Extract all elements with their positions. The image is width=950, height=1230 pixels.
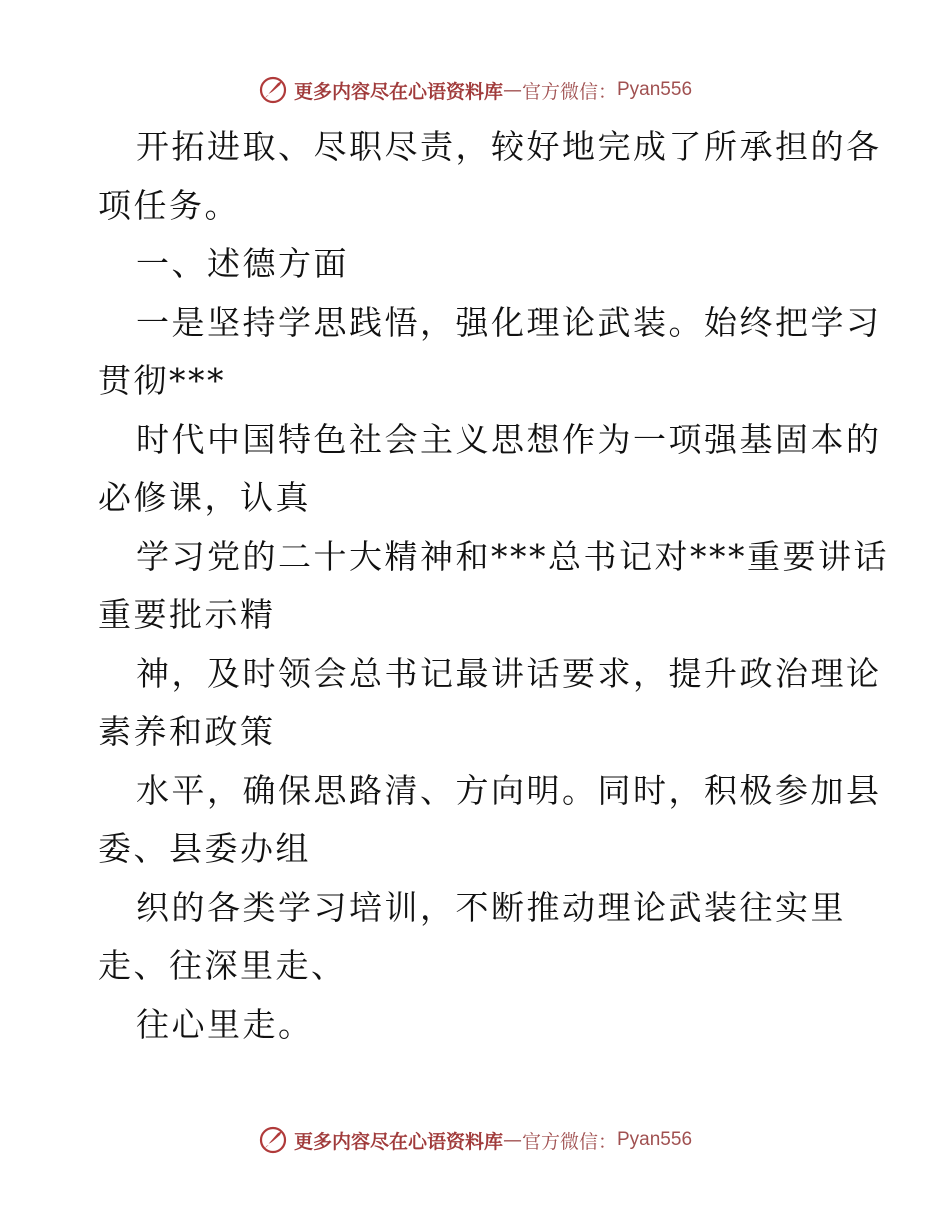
banner-site-name: 更多内容尽在心语资料库 <box>293 1130 503 1153</box>
banner-official-label: 官方微信： <box>521 80 617 103</box>
banner-account: Pyan556 <box>617 79 693 100</box>
text-line: 重要批示精 <box>98 595 276 634</box>
text-line: 水平，确保思路清、方向明。同时，积极参加县 <box>136 770 882 810</box>
document-body <box>98 118 889 1054</box>
text-line: 走、往深里走、 <box>98 946 347 985</box>
banner-dash: — <box>502 1129 522 1151</box>
banner-account: Pyan556 <box>617 1129 693 1150</box>
quill-logo-icon <box>258 1125 288 1155</box>
text-line: 开拓进取、尽职尽责，较好地完成了所承担的各 <box>136 127 882 166</box>
text-line: 神，及时领会总书记最讲话要求，提升政治理论 <box>136 653 882 693</box>
header-banner <box>0 70 950 110</box>
banner-official-label: 官方微信： <box>521 1130 617 1153</box>
text-line: 织的各类学习培训，不断推动理论武装往实里 <box>136 887 846 927</box>
banner-site-name: 更多内容尽在心语资料库 <box>293 80 503 103</box>
text-line: 一是坚持学思践悟，强化理论武装。始终把学习 <box>136 302 882 342</box>
text-line: 项任务。 <box>98 185 240 225</box>
quill-logo-icon <box>258 75 288 105</box>
text-line: 贯彻*** <box>98 361 226 400</box>
text-line: 学习党的二十大精神和***总书记对***重要讲话 <box>136 536 889 576</box>
banner-dash: — <box>502 79 522 101</box>
text-line: 素养和政策 <box>98 712 276 751</box>
text-line: 一、述德方面 <box>136 244 349 283</box>
text-line: 时代中国特色社会主义思想作为一项强基固本的 <box>136 419 882 459</box>
text-line: 必修课，认真 <box>98 478 311 517</box>
text-line: 委、县委办组 <box>98 829 311 868</box>
footer-banner <box>0 1120 950 1160</box>
text-line: 往心里走。 <box>136 1004 314 1044</box>
